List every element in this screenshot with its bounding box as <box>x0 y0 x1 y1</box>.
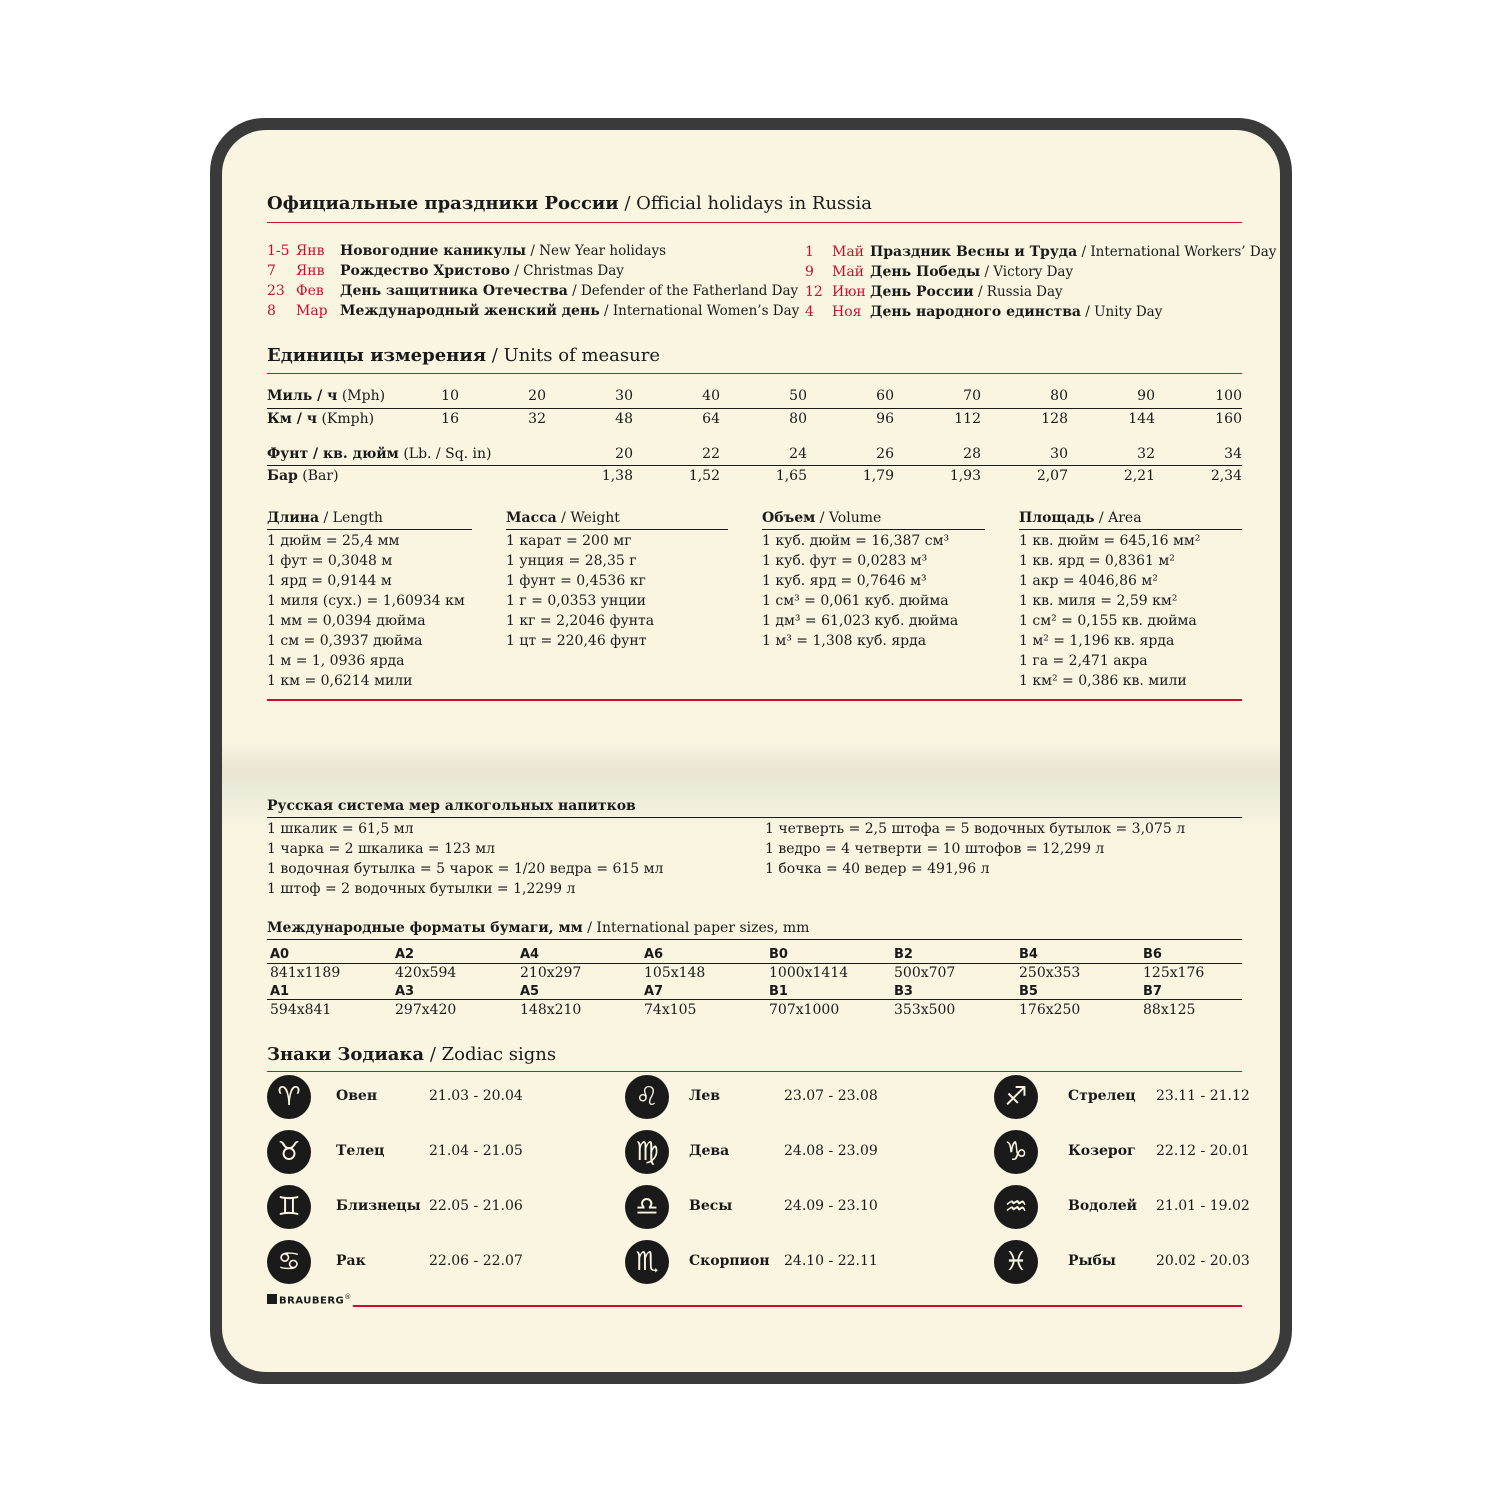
measure-item-area: 1 м² = 1,196 кв. ярда <box>1019 633 1175 649</box>
units-bottom-rule <box>267 699 1242 701</box>
bar-value: 1,65 <box>775 468 807 484</box>
measure-item-length: 1 см = 0,3937 дюйма <box>267 633 423 649</box>
zodiac-name: Козерог <box>1068 1143 1136 1159</box>
paper-format-size: 1000x1414 <box>769 965 849 981</box>
measure-item-volume: 1 куб. ярд = 0,7646 м³ <box>762 573 927 589</box>
cancer-icon <box>267 1240 315 1288</box>
bar-value: 1,52 <box>688 468 720 484</box>
zodiac-name: Водолей <box>1068 1198 1138 1214</box>
measure-item-weight: 1 фунт = 0,4536 кг <box>506 573 646 589</box>
zodiac-name: Овен <box>336 1088 378 1104</box>
kmph-value: 80 <box>789 411 807 427</box>
mph-value: 90 <box>1137 388 1155 404</box>
cancer-icon-badge: ♋ <box>267 1240 311 1284</box>
bar-value: 2,34 <box>1210 468 1242 484</box>
paper-format-name: B3 <box>894 984 913 999</box>
kmph-value: 96 <box>876 411 894 427</box>
zodiac-title-ru: Знаки Зодиака <box>267 1044 425 1065</box>
zodiac-name: Скорпион <box>689 1253 770 1269</box>
measure-item-volume: 1 дм³ = 61,023 куб. дюйма <box>762 613 959 629</box>
paper-format-name: A0 <box>270 947 290 962</box>
holiday-day: 4 <box>805 304 814 320</box>
zodiac-dates: 24.10 - 22.11 <box>784 1253 878 1269</box>
sagittarius-icon <box>994 1075 1042 1123</box>
aquarius-icon <box>994 1185 1042 1233</box>
paper-format-size: 841x1189 <box>270 965 341 981</box>
mph-value: 70 <box>963 388 981 404</box>
measure-item-area: 1 см² = 0,155 кв. дюйма <box>1019 613 1197 629</box>
measure-item-length: 1 фут = 0,3048 м <box>267 553 393 569</box>
scorpio-icon-badge: ♏ <box>625 1240 669 1284</box>
mph-label: Миль / ч (Mph) <box>267 388 386 404</box>
capricorn-icon <box>994 1130 1042 1178</box>
measure-title-area: Площадь / Area <box>1019 510 1142 526</box>
bar-value: 1,79 <box>862 468 894 484</box>
measure-item-volume: 1 куб. дюйм = 16,387 см³ <box>762 533 950 549</box>
bar-value: 2,07 <box>1036 468 1068 484</box>
paper-format-size: 148x210 <box>520 1002 582 1018</box>
mph-value: 50 <box>789 388 807 404</box>
pressure-divider <box>267 465 1242 466</box>
paper-format-name: B1 <box>769 984 788 999</box>
kmph-value: 64 <box>702 411 720 427</box>
bar-value: 1,38 <box>601 468 633 484</box>
mph-value: 20 <box>528 388 546 404</box>
kmph-value: 16 <box>441 411 459 427</box>
virgo-icon <box>625 1130 673 1178</box>
taurus-icon-badge: ♉ <box>267 1130 311 1174</box>
paper-format-size: 594x841 <box>270 1002 332 1018</box>
measure-item-volume: 1 куб. фут = 0,0283 м³ <box>762 553 928 569</box>
paper-format-name: B2 <box>894 947 913 962</box>
virgo-icon-badge: ♍ <box>625 1130 669 1174</box>
paper-title: Международные форматы бумаги, мм / International paper sizes, mm <box>267 920 810 936</box>
taurus-icon <box>267 1130 315 1178</box>
measure-item-length: 1 дюйм = 25,4 мм <box>267 533 400 549</box>
zodiac-title-en: / Zodiac signs <box>429 1044 557 1065</box>
mph-value: 40 <box>702 388 720 404</box>
zodiac-dates: 22.12 - 20.01 <box>1156 1143 1250 1159</box>
zodiac-dates: 23.11 - 21.12 <box>1156 1088 1250 1104</box>
paper-format-size: 176x250 <box>1019 1002 1081 1018</box>
kmph-value: 112 <box>954 411 981 427</box>
holidays-title-ru: Официальные праздники России <box>267 193 619 214</box>
aries-icon <box>267 1075 315 1123</box>
measure-item-area: 1 км² = 0,386 кв. мили <box>1019 673 1187 689</box>
measure-item-area: 1 акр = 4046,86 м² <box>1019 573 1158 589</box>
zodiac-dates: 21.01 - 19.02 <box>1156 1198 1250 1214</box>
holiday-day: 8 <box>267 303 276 319</box>
psi-value: 20 <box>615 446 633 462</box>
paper-format-size: 297x420 <box>395 1002 457 1018</box>
holiday-name: Международный женский день / International Women’s Day <box>340 303 800 319</box>
bar-label: Бар (Bar) <box>267 468 339 484</box>
units-title-ru: Единицы измерения <box>267 345 486 366</box>
mph-value: 30 <box>615 388 633 404</box>
holiday-day: 7 <box>267 263 276 279</box>
measure-divider-weight <box>506 529 728 530</box>
alcohol-item: 1 четверть = 2,5 штофа = 5 водочных бутылок = 3,075 л <box>765 821 1186 837</box>
zodiac-name: Рак <box>336 1253 366 1269</box>
paper-format-size: 125x176 <box>1143 965 1205 981</box>
paper-format-name: B6 <box>1143 947 1162 962</box>
zodiac-name: Лев <box>689 1088 721 1104</box>
capricorn-icon-badge: ♑ <box>994 1130 1038 1174</box>
leo-icon <box>625 1075 673 1123</box>
paper-format-name: A1 <box>270 984 290 999</box>
sagittarius-icon-badge: ♐ <box>994 1075 1038 1119</box>
measure-item-length: 1 миля (сух.) = 1,60934 км <box>267 593 465 609</box>
speed-divider <box>267 408 1242 409</box>
alcohol-item: 1 бочка = 40 ведер = 491,96 л <box>765 861 990 877</box>
paper-format-size: 707x1000 <box>769 1002 840 1018</box>
psi-value: 24 <box>789 446 807 462</box>
psi-value: 32 <box>1137 446 1155 462</box>
zodiac-dates: 20.02 - 20.03 <box>1156 1253 1250 1269</box>
holiday-month: Июн <box>832 284 866 300</box>
paper-format-name: B7 <box>1143 984 1162 999</box>
holiday-name: День защитника Отечества / Defender of the Fatherland Day <box>340 283 799 299</box>
alcohol-item: 1 чарка = 2 шкалика = 123 мл <box>267 841 496 857</box>
paper-divider <box>267 939 1242 940</box>
mph-value: 80 <box>1050 388 1068 404</box>
paper-format-size: 88x125 <box>1143 1002 1196 1018</box>
holiday-name: День России / Russia Day <box>870 284 1063 300</box>
paper-format-name: B5 <box>1019 984 1038 999</box>
logo-mark-icon <box>267 1294 277 1304</box>
holiday-name: День народного единства / Unity Day <box>870 304 1163 320</box>
gemini-icon-badge: ♊ <box>267 1185 311 1229</box>
zodiac-dates: 24.08 - 23.09 <box>784 1143 878 1159</box>
measure-item-length: 1 км = 0,6214 мили <box>267 673 413 689</box>
paper-format-size: 420x594 <box>395 965 457 981</box>
psi-label: Фунт / кв. дюйм (Lb. / Sq. in) <box>267 446 492 462</box>
zodiac-dates: 23.07 - 23.08 <box>784 1088 878 1104</box>
mph-value: 10 <box>441 388 459 404</box>
zodiac-name: Весы <box>689 1198 733 1214</box>
measure-item-weight: 1 цт = 220,46 фунт <box>506 633 647 649</box>
measure-item-area: 1 кв. дюйм = 645,16 мм² <box>1019 533 1201 549</box>
measure-title-weight: Масса / Weight <box>506 510 620 526</box>
libra-icon <box>625 1185 673 1233</box>
holiday-month: Янв <box>296 263 325 279</box>
zodiac-dates: 21.04 - 21.05 <box>429 1143 523 1159</box>
zodiac-header <box>267 1043 1242 1072</box>
pisces-icon-badge: ♓ <box>994 1240 1038 1284</box>
alcohol-item: 1 ведро = 4 четверти = 10 штофов = 12,299 л <box>765 841 1105 857</box>
measure-item-weight: 1 унция = 28,35 г <box>506 553 637 569</box>
paper-format-size: 74x105 <box>644 1002 697 1018</box>
holiday-month: Янв <box>296 243 325 259</box>
alcohol-item: 1 штоф = 2 водочных бутылки = 1,2299 л <box>267 881 576 897</box>
kmph-value: 144 <box>1128 411 1155 427</box>
alcohol-item: 1 водочная бутылка = 5 чарок = 1/20 ведра = 615 мл <box>267 861 664 877</box>
paper-format-name: A3 <box>395 984 415 999</box>
holiday-day: 9 <box>805 264 814 280</box>
units-header <box>267 344 1242 374</box>
paper-format-name: A6 <box>644 947 664 962</box>
paper-format-size: 353x500 <box>894 1002 956 1018</box>
psi-value: 26 <box>876 446 894 462</box>
bar-value: 2,21 <box>1123 468 1155 484</box>
paper-format-name: A4 <box>520 947 540 962</box>
zodiac-dates: 21.03 - 20.04 <box>429 1088 523 1104</box>
holiday-name: День Победы / Victory Day <box>870 264 1074 280</box>
mph-value: 60 <box>876 388 894 404</box>
paper-format-size: 250x353 <box>1019 965 1081 981</box>
alcohol-title: Русская система мер алкогольных напитков <box>267 798 636 814</box>
paper-format-name: A5 <box>520 984 540 999</box>
holiday-month: Фев <box>296 283 324 299</box>
paper-format-size: 210x297 <box>520 965 582 981</box>
mph-value: 100 <box>1215 388 1242 404</box>
holiday-month: Мар <box>296 303 328 319</box>
measure-title-volume: Объем / Volume <box>762 510 882 526</box>
measure-title-length: Длина / Length <box>267 510 383 526</box>
libra-icon-badge: ♎ <box>625 1185 669 1229</box>
holidays-header <box>267 192 1242 223</box>
measure-item-weight: 1 карат = 200 мг <box>506 533 632 549</box>
measure-item-weight: 1 г = 0,0353 унции <box>506 593 646 609</box>
zodiac-name: Близнецы <box>336 1198 421 1214</box>
alcohol-divider <box>267 817 1242 818</box>
zodiac-name: Стрелец <box>1068 1088 1136 1104</box>
units-title-en: / Units of measure <box>491 345 660 366</box>
psi-value: 22 <box>702 446 720 462</box>
measure-item-weight: 1 кг = 2,2046 фунта <box>506 613 655 629</box>
holiday-day: 23 <box>267 283 285 299</box>
paper-format-size: 500x707 <box>894 965 956 981</box>
alcohol-item: 1 шкалик = 61,5 мл <box>267 821 414 837</box>
psi-value: 28 <box>963 446 981 462</box>
holiday-day: 1 <box>805 244 814 260</box>
leo-icon-badge: ♌ <box>625 1075 669 1119</box>
paper-format-name: A2 <box>395 947 415 962</box>
holiday-day: 1-5 <box>267 243 290 259</box>
measure-item-area: 1 га = 2,471 акра <box>1019 653 1148 669</box>
scorpio-icon <box>625 1240 673 1288</box>
holiday-name: Рождество Христово / Christmas Day <box>340 263 624 279</box>
gemini-icon <box>267 1185 315 1233</box>
footer-rule <box>353 1305 1242 1307</box>
holiday-name: Новогодние каникулы / New Year holidays <box>340 243 667 259</box>
holidays-title-en: / Official holidays in Russia <box>624 193 873 214</box>
zodiac-dates: 22.06 - 22.07 <box>429 1253 523 1269</box>
paper-format-name: A7 <box>644 984 664 999</box>
zodiac-name: Телец <box>336 1143 385 1159</box>
measure-item-length: 1 ярд = 0,9144 м <box>267 573 392 589</box>
kmph-value: 32 <box>528 411 546 427</box>
zodiac-dates: 22.05 - 21.06 <box>429 1198 523 1214</box>
zodiac-name: Дева <box>689 1143 730 1159</box>
kmph-value: 48 <box>615 411 633 427</box>
pisces-icon <box>994 1240 1042 1288</box>
measure-item-area: 1 кв. миля = 2,59 км² <box>1019 593 1178 609</box>
zodiac-dates: 24.09 - 23.10 <box>784 1198 878 1214</box>
paper-format-name: B4 <box>1019 947 1038 962</box>
holiday-month: Май <box>832 244 865 260</box>
paper-format-name: B0 <box>769 947 788 962</box>
measure-divider-volume <box>762 529 985 530</box>
paper-row-divider <box>267 963 1242 964</box>
paper-row-divider <box>267 999 1242 1000</box>
psi-value: 30 <box>1050 446 1068 462</box>
measure-item-area: 1 кв. ярд = 0,8361 м² <box>1019 553 1175 569</box>
aries-icon-badge: ♈ <box>267 1075 311 1119</box>
holiday-name: Праздник Весны и Труда / International Workers’ Day <box>870 244 1277 260</box>
holiday-day: 12 <box>805 284 823 300</box>
paper-format-size: 105x148 <box>644 965 706 981</box>
kmph-value: 128 <box>1041 411 1068 427</box>
holiday-month: Ноя <box>832 304 862 320</box>
psi-value: 34 <box>1224 446 1242 462</box>
zodiac-name: Рыбы <box>1068 1253 1116 1269</box>
measure-item-length: 1 мм = 0,0394 дюйма <box>267 613 426 629</box>
kmph-value: 160 <box>1215 411 1242 427</box>
measure-item-length: 1 м = 1, 0936 ярда <box>267 653 405 669</box>
aquarius-icon-badge: ♒ <box>994 1185 1038 1229</box>
holiday-month: Май <box>832 264 865 280</box>
kmph-label: Км / ч (Kmph) <box>267 411 375 427</box>
notebook-page <box>222 130 1280 1372</box>
brauberg-logo: BRAUBERG® <box>267 1293 352 1306</box>
bar-value: 1,93 <box>949 468 981 484</box>
measure-divider-area <box>1019 529 1242 530</box>
measure-item-volume: 1 м³ = 1,308 куб. ярда <box>762 633 927 649</box>
measure-item-volume: 1 см³ = 0,061 куб. дюйма <box>762 593 949 609</box>
measure-divider-length <box>267 529 472 530</box>
